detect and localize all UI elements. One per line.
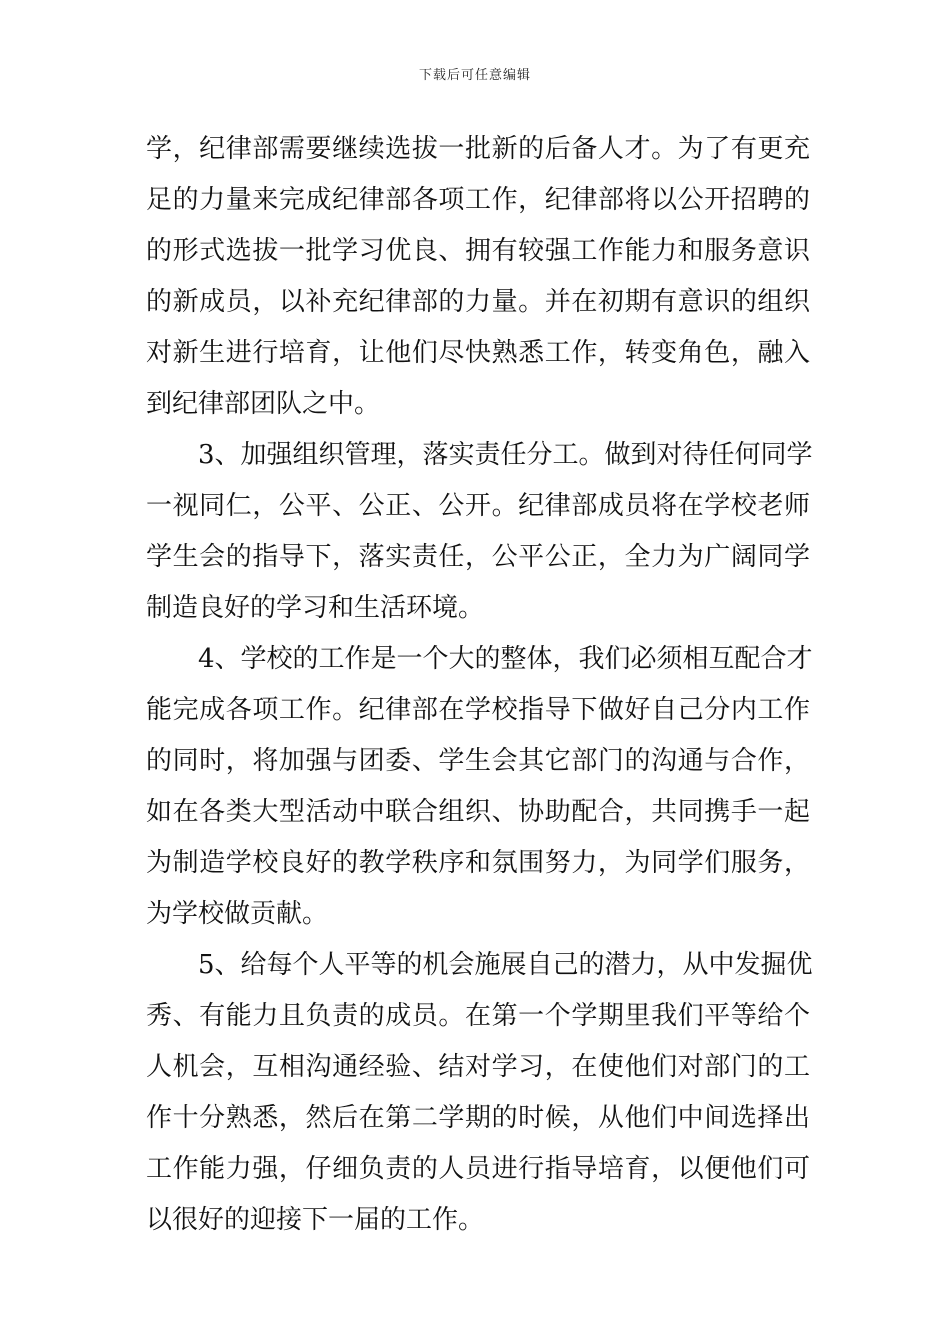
text-line: 如在各类大型活动中联合组织、协助配合，共同携手一起 bbox=[146, 797, 810, 827]
text-line: 3、加强组织管理，落实责任分工。做到对待任何同学 bbox=[198, 440, 813, 470]
paragraph-4 bbox=[146, 940, 813, 1246]
text-line: 以很好的迎接下一届的工作。 bbox=[146, 1205, 485, 1235]
text-line: 制造良好的学习和生活环境。 bbox=[146, 593, 485, 623]
text-line: 为学校做贡献。 bbox=[146, 899, 329, 929]
paragraph-2 bbox=[146, 430, 813, 634]
document-body bbox=[146, 124, 813, 1246]
paragraph-1 bbox=[146, 124, 810, 430]
text-line: 工作能力强，仔细负责的人员进行指导培育，以便他们可 bbox=[146, 1154, 810, 1184]
text-line: 学，纪律部需要继续选拔一批新的后备人才。为了有更充 bbox=[146, 134, 810, 164]
text-line: 的形式选拔一批学习优良、拥有较强工作能力和服务意识 bbox=[146, 236, 810, 266]
text-line: 的同时，将加强与团委、学生会其它部门的沟通与合作， bbox=[146, 746, 810, 776]
text-line: 一视同仁，公平、公正、公开。纪律部成员将在学校老师 bbox=[146, 491, 810, 521]
text-line: 到纪律部团队之中。 bbox=[146, 389, 381, 419]
paragraph-3 bbox=[146, 634, 813, 940]
text-line: 学生会的指导下，落实责任，公平公正，全力为广阔同学 bbox=[146, 542, 810, 572]
text-line: 为制造学校良好的教学秩序和氛围努力，为同学们服务， bbox=[146, 848, 810, 878]
text-line: 的新成员，以补充纪律部的力量。并在初期有意识的组织 bbox=[146, 287, 810, 317]
text-line: 足的力量来完成纪律部各项工作，纪律部将以公开招聘的 bbox=[146, 185, 810, 215]
text-line: 作十分熟悉，然后在第二学期的时候，从他们中间选择出 bbox=[146, 1103, 810, 1133]
page-header: 下载后可任意编辑 bbox=[418, 68, 531, 83]
text-line: 5、给每个人平等的机会施展自己的潜力，从中发掘优 bbox=[198, 950, 813, 980]
text-line: 4、学校的工作是一个大的整体，我们必须相互配合才 bbox=[198, 644, 813, 674]
text-line: 能完成各项工作。纪律部在学校指导下做好自己分内工作 bbox=[146, 695, 810, 725]
text-line: 秀、有能力且负责的成员。在第一个学期里我们平等给个 bbox=[146, 1001, 810, 1031]
text-line: 人机会，互相沟通经验、结对学习，在使他们对部门的工 bbox=[146, 1052, 810, 1082]
text-line: 对新生进行培育，让他们尽快熟悉工作，转变角色，融入 bbox=[146, 338, 810, 368]
